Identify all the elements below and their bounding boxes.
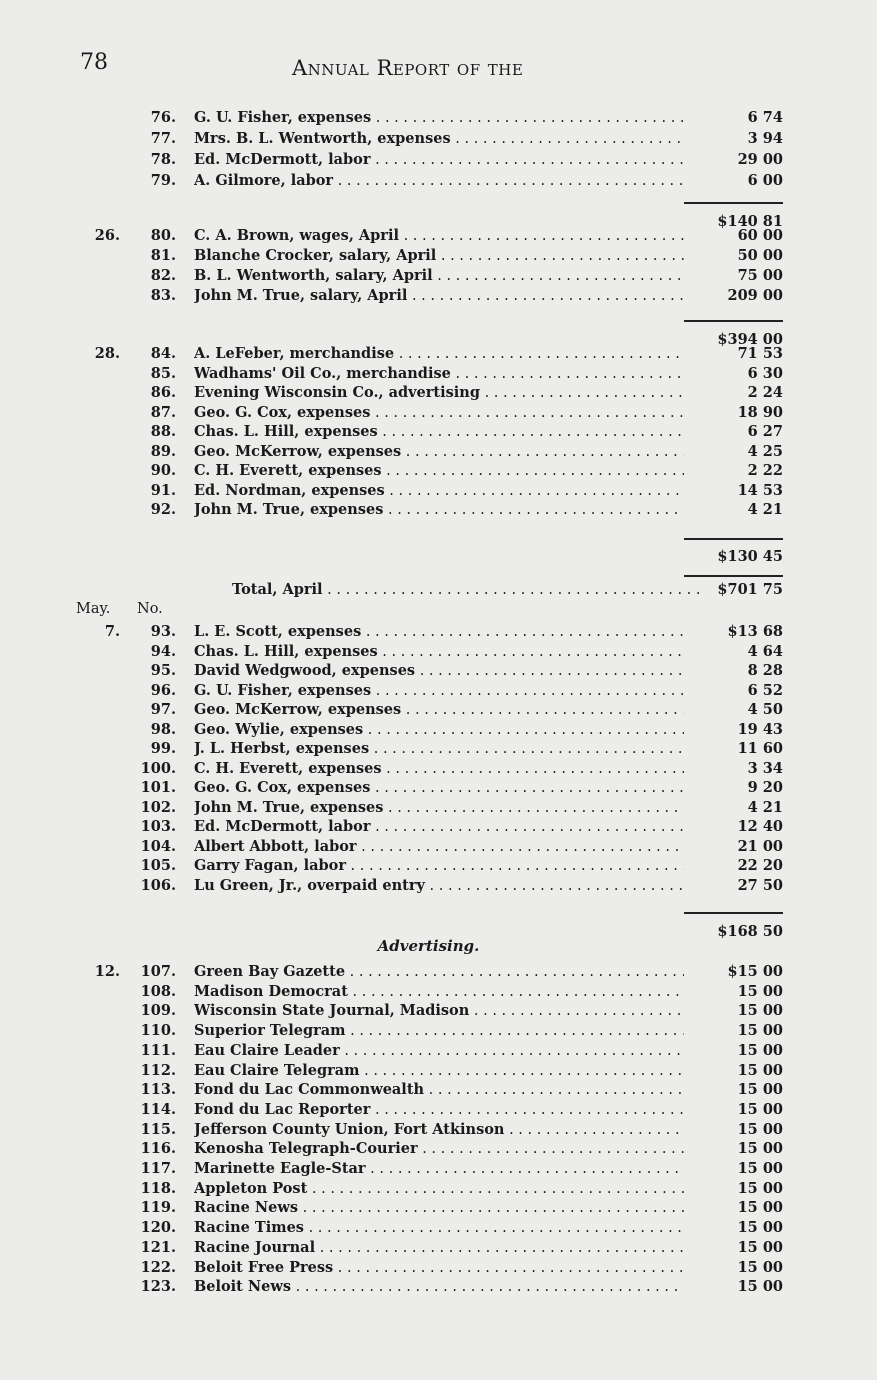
entry-number: 110.: [140, 1022, 176, 1040]
entry-day: 7.: [104, 623, 120, 640]
ledger-entry: [0, 500, 877, 520]
entry-number: 98.: [150, 720, 176, 738]
entry-amount: 15 00: [737, 1219, 783, 1237]
entry-description: Racine Journal . . .: [194, 1238, 684, 1258]
entry-amount: 6 74: [747, 109, 783, 126]
entry-amount: 15 00: [737, 1120, 783, 1138]
entry-description: G. U. Fisher, expenses . . .: [194, 108, 684, 128]
entry-amount: 14 53: [737, 481, 783, 499]
entry-number: 108.: [140, 982, 176, 1000]
entry-description: Racine News . . .: [194, 1198, 684, 1218]
entry-amount: 15 00: [737, 1278, 783, 1296]
entry-amount: 15 00: [737, 1022, 783, 1040]
entry-number: 88.: [150, 423, 176, 440]
entry-amount: 15 00: [737, 1179, 783, 1197]
ledger-entry: [0, 481, 877, 501]
ledger-entry: [0, 108, 877, 128]
entry-number: 85.: [150, 364, 176, 382]
ledger-entry: [0, 982, 877, 1002]
ledger-entry: [0, 681, 877, 701]
entry-number: 104.: [140, 837, 176, 855]
ledger-entry: [0, 226, 877, 246]
entry-amount: 15 00: [737, 1140, 783, 1158]
entry-description: Fond du Lac Commonwealth . . .: [194, 1080, 684, 1100]
entry-number: 82.: [150, 267, 176, 284]
entry-description: Green Bay Gazette . . .: [194, 962, 684, 982]
ledger-entry: [0, 622, 877, 642]
entry-description: Fond du Lac Reporter . . .: [194, 1100, 684, 1120]
entry-description: Beloit Free Press . . .: [194, 1258, 684, 1278]
entry-description: Beloit News . . .: [194, 1277, 684, 1297]
ledger-entry: [0, 1198, 877, 1218]
entry-amount: 29 00: [737, 151, 783, 168]
entry-amount: 15 00: [737, 1002, 783, 1020]
entry-description: A. Gilmore, labor . . .: [194, 171, 684, 191]
ledger-entry: [0, 1080, 877, 1100]
entry-amount: 75 00: [737, 267, 783, 284]
entry-amount: 19 43: [737, 720, 783, 738]
entry-amount: 4 50: [747, 701, 783, 718]
ledger-entry: [0, 962, 877, 982]
subtotal-amount: $130 45: [717, 548, 783, 565]
entry-amount: 15 00: [737, 1199, 783, 1217]
entry-day: 26.: [94, 227, 120, 244]
entry-description: Appleton Post . . .: [194, 1179, 684, 1199]
ledger-entry: [0, 266, 877, 286]
ledger-entry: [0, 642, 877, 662]
entry-amount: 6 30: [747, 364, 783, 382]
entry-description: John M. True, salary, April . . .: [194, 286, 684, 306]
ledger-entry: [0, 817, 877, 837]
entry-description: Geo. G. Cox, expenses . . .: [194, 778, 684, 798]
entry-number: 102.: [140, 798, 176, 816]
entry-number: 96.: [150, 681, 176, 699]
entry-amount: 21 00: [737, 837, 783, 855]
entry-number: 114.: [140, 1100, 176, 1118]
entry-number: 107.: [140, 963, 176, 980]
entry-number: 101.: [140, 779, 176, 796]
entry-description: C. H. Everett, expenses . . .: [194, 461, 684, 481]
entry-description: Chas. L. Hill, expenses . . .: [194, 642, 684, 662]
entry-number: 80.: [150, 227, 176, 244]
entry-number: 112.: [140, 1061, 176, 1079]
ledger-entry: [0, 720, 877, 740]
subtotal-amount: $140 81: [717, 213, 783, 230]
total-april-label: Total, April . . .: [232, 580, 702, 600]
entry-number: 122.: [140, 1258, 176, 1276]
ledger-entry: [0, 1179, 877, 1199]
entry-description: Garry Fagan, labor . . .: [194, 856, 684, 876]
ledger-entry: [0, 759, 877, 779]
entry-number: 111.: [140, 1041, 176, 1059]
ledger-entry: [0, 403, 877, 423]
entry-amount: 4 21: [747, 798, 783, 816]
entry-number: 115.: [140, 1120, 176, 1138]
entry-description: Eau Claire Leader . . .: [194, 1041, 684, 1061]
entry-number: 91.: [150, 481, 176, 499]
entry-amount: 3 94: [747, 130, 783, 147]
entry-amount: 8 28: [747, 662, 783, 679]
ledger-entry: [0, 129, 877, 149]
total-april-amount: $701 75: [717, 581, 783, 598]
entry-number: 118.: [140, 1179, 176, 1197]
entry-day: 12.: [94, 963, 120, 980]
ledger-entry: [0, 1061, 877, 1081]
entry-amount: 15 00: [737, 1160, 783, 1177]
entry-number: 93.: [150, 623, 176, 640]
entry-number: 123.: [140, 1278, 176, 1296]
ledger-entry: [0, 798, 877, 818]
entry-description: L. E. Scott, expenses . . .: [194, 622, 684, 642]
ledger-entry: [0, 778, 877, 798]
total-rule: [684, 575, 783, 577]
entry-number: 83.: [150, 287, 176, 304]
ledger-entry: [0, 1120, 877, 1140]
entry-amount: 15 00: [737, 1258, 783, 1276]
ledger-entry: [0, 344, 877, 364]
entry-description: Wadhams' Oil Co., merchandise . . .: [194, 364, 684, 384]
entry-amount: 3 34: [747, 759, 783, 777]
entry-number: 119.: [140, 1199, 176, 1217]
entry-amount: 18 90: [737, 403, 783, 421]
entry-description: Geo. McKerrow, expenses . . .: [194, 700, 684, 720]
entry-description: C. H. Everett, expenses . . .: [194, 759, 684, 779]
entry-description: Ed. McDermott, labor . . .: [194, 817, 684, 837]
entry-number: 81.: [150, 247, 176, 264]
entry-description: Lu Green, Jr., overpaid entry . . .: [194, 876, 684, 896]
entry-description: David Wedgwood, expenses . . .: [194, 661, 684, 681]
entry-number: 86.: [150, 384, 176, 401]
advertising-heading-text: Advertising.: [377, 937, 480, 955]
entry-amount: $15 00: [727, 963, 783, 980]
ledger-entry: [0, 246, 877, 266]
entry-number: 84.: [150, 345, 176, 362]
month-column-head: May.: [76, 601, 111, 617]
entry-number: 87.: [150, 403, 176, 421]
entry-amount: 209 00: [727, 287, 783, 304]
entry-number: 106.: [140, 876, 176, 894]
entry-number: 99.: [150, 740, 176, 757]
ledger-entry: [0, 1159, 877, 1179]
entry-number: 103.: [140, 818, 176, 835]
entry-amount: 2 22: [747, 462, 783, 479]
entry-description: Ed. Nordman, expenses . . .: [194, 481, 684, 501]
entry-number: 121.: [140, 1238, 176, 1256]
entry-description: B. L. Wentworth, salary, April . . .: [194, 266, 684, 286]
entry-number: 120.: [140, 1219, 176, 1237]
entry-number: 94.: [150, 642, 176, 660]
entry-description: John M. True, expenses . . .: [194, 798, 684, 818]
entry-amount: 15 00: [737, 982, 783, 1000]
column-heads: [0, 599, 877, 619]
entry-description: Marinette Eagle-Star . . .: [194, 1159, 684, 1179]
ledger-entry: [0, 1218, 877, 1238]
entry-amount: 15 00: [737, 1041, 783, 1059]
entry-description: John M. True, expenses . . .: [194, 500, 684, 520]
ledger-entry: [0, 286, 877, 306]
entry-description: Chas. L. Hill, expenses . . .: [194, 422, 684, 442]
entry-amount: 12 40: [737, 818, 783, 835]
entry-amount: 4 25: [747, 442, 783, 460]
entry-number: 90.: [150, 462, 176, 479]
entry-description: Racine Times . . .: [194, 1218, 684, 1238]
total-april-row: [0, 580, 877, 600]
entry-description: Geo. G. Cox, expenses . . .: [194, 403, 684, 423]
entry-description: C. A. Brown, wages, April . . .: [194, 226, 684, 246]
entry-number: 89.: [150, 442, 176, 460]
ledger-entry: [0, 856, 877, 876]
entry-description: Geo. Wylie, expenses . . .: [194, 720, 684, 740]
number-column-head: No.: [137, 601, 163, 617]
entry-description: Eau Claire Telegram . . .: [194, 1061, 684, 1081]
subtotal-rule: [684, 912, 783, 914]
entry-number: 116.: [140, 1140, 176, 1158]
subtotal-rule: [684, 320, 783, 322]
entry-description: A. LeFeber, merchandise . . .: [194, 344, 684, 364]
entry-amount: 6 52: [747, 681, 783, 699]
entry-amount: 15 00: [737, 1081, 783, 1099]
entry-amount: 50 00: [737, 247, 783, 264]
subtotal-amount: $168 50: [717, 923, 783, 940]
ledger-entry: [0, 661, 877, 681]
entry-description: G. U. Fisher, expenses . . .: [194, 681, 684, 701]
ledger-entry: [0, 364, 877, 384]
ledger-entry: [0, 739, 877, 759]
ledger-entry: [0, 461, 877, 481]
entry-amount: 2 24: [747, 384, 783, 401]
ledger-entry: [0, 1100, 877, 1120]
subtotal-rule: [684, 538, 783, 540]
entry-amount: 22 20: [737, 857, 783, 874]
entry-description: Kenosha Telegraph-Courier . . .: [194, 1139, 684, 1159]
ledger-entry: [0, 1001, 877, 1021]
entry-amount: 6 00: [747, 172, 783, 189]
entry-amount: 4 21: [747, 501, 783, 518]
entry-number: 100.: [140, 759, 176, 777]
entry-amount: 4 64: [747, 642, 783, 660]
entry-number: 77.: [150, 130, 176, 147]
ledger-entry: [0, 1139, 877, 1159]
ledger-entry: [0, 1238, 877, 1258]
entry-number: 92.: [150, 501, 176, 518]
entry-number: 79.: [150, 172, 176, 189]
entry-description: Jefferson County Union, Fort Atkinson . . .: [194, 1120, 684, 1140]
entry-amount: 15 00: [737, 1061, 783, 1079]
entry-description: Ed. McDermott, labor . . .: [194, 150, 684, 170]
entry-description: Blanche Crocker, salary, April . . .: [194, 246, 684, 266]
entry-amount: 71 53: [737, 345, 783, 362]
entry-description: Mrs. B. L. Wentworth, expenses . . .: [194, 129, 684, 149]
subtotal-amount: $394 00: [717, 331, 783, 348]
entry-number: 117.: [140, 1160, 176, 1177]
entry-amount: 9 20: [747, 779, 783, 796]
entry-number: 109.: [140, 1002, 176, 1020]
entry-amount: 6 27: [747, 423, 783, 440]
entry-number: 97.: [150, 701, 176, 718]
entry-amount: 15 00: [737, 1238, 783, 1256]
entry-number: 95.: [150, 662, 176, 679]
page-number: 78: [80, 50, 108, 75]
entry-description: Albert Abbott, labor . . .: [194, 837, 684, 857]
ledger-entry: [0, 171, 877, 191]
ledger-entry: [0, 837, 877, 857]
entry-amount: 60 00: [737, 227, 783, 244]
running-head: Annual Report of the: [292, 56, 524, 80]
entry-amount: $13 68: [727, 623, 783, 640]
entry-description: Evening Wisconsin Co., advertising . . .: [194, 383, 684, 403]
entry-number: 105.: [140, 857, 176, 874]
ledger-entry: [0, 422, 877, 442]
entry-description: Superior Telegram . . .: [194, 1021, 684, 1041]
ledger-entry: [0, 1041, 877, 1061]
entry-amount: 15 00: [737, 1100, 783, 1118]
ledger-entry: [0, 876, 877, 896]
entry-number: 113.: [140, 1081, 176, 1099]
ledger-entry: [0, 383, 877, 403]
ledger-entry: [0, 1021, 877, 1041]
ledger-entry: [0, 1277, 877, 1297]
entry-description: Geo. McKerrow, expenses . . .: [194, 442, 684, 462]
entry-number: 76.: [150, 109, 176, 126]
entry-amount: 11 60: [737, 740, 783, 757]
subtotal-rule: [684, 202, 783, 204]
entry-amount: 27 50: [737, 876, 783, 894]
ledger-entry: [0, 700, 877, 720]
entry-description: Wisconsin State Journal, Madison . . .: [194, 1001, 684, 1021]
ledger-entry: [0, 1258, 877, 1278]
ledger-entry: [0, 442, 877, 462]
entry-number: 78.: [150, 151, 176, 168]
entry-day: 28.: [94, 345, 120, 362]
entry-description: Madison Democrat . . .: [194, 982, 684, 1002]
entry-description: J. L. Herbst, expenses . . .: [194, 739, 684, 759]
ledger-entry: [0, 150, 877, 170]
